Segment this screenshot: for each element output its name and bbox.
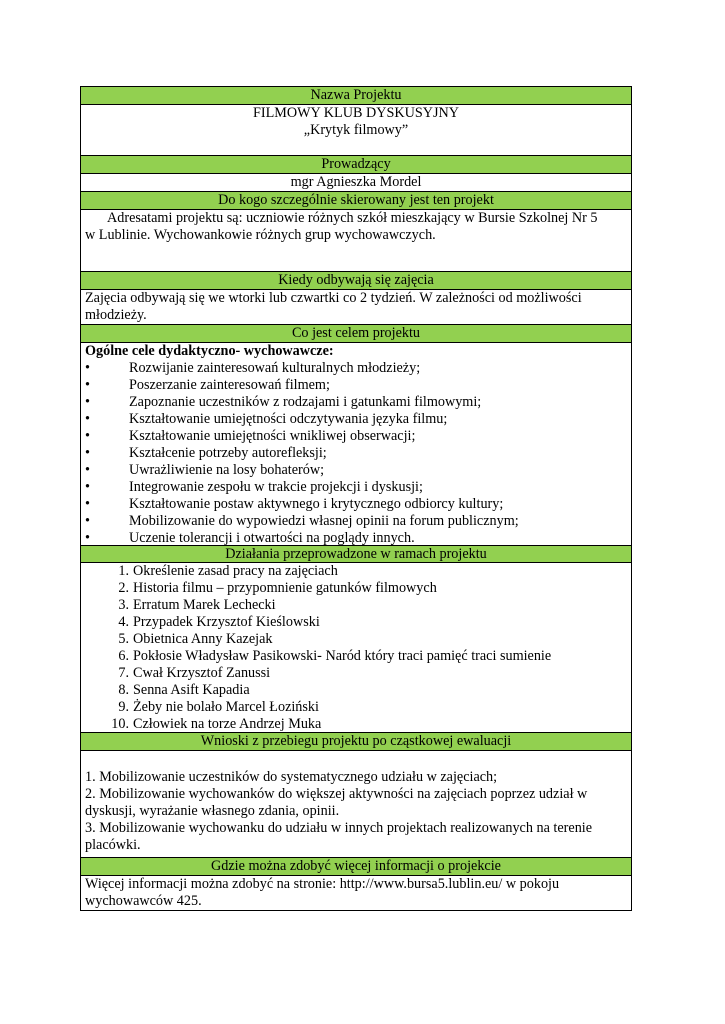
activity-text: Określenie zasad pracy na zajęciach xyxy=(133,563,338,579)
activity-number: 4. xyxy=(118,614,129,630)
activity-text: Przypadek Krzysztof Kieślowski xyxy=(133,614,320,630)
goal-item xyxy=(85,428,627,445)
activity-text: Pokłosie Władysław Pasikowski- Naród który traci pamięć traci sumienie xyxy=(133,648,552,664)
activity-number: 2. xyxy=(118,580,129,596)
activity-item xyxy=(107,631,631,648)
activity-number: 5. xyxy=(118,631,129,647)
activity-number: 1. xyxy=(118,563,129,579)
goal-text: Kształtowanie umiejętności odczytywania języka filmu; xyxy=(129,411,448,427)
bullet-marker: • xyxy=(85,428,90,444)
section-header-activities: Działania przeprowadzone w ramach projektu xyxy=(80,546,632,563)
bullet-marker: • xyxy=(85,496,90,512)
goal-text: Uczenie tolerancji i otwartości na poglądy innych. xyxy=(129,530,415,546)
activity-text: Człowiek na torze Andrzej Muka xyxy=(133,716,322,732)
goal-text: Kształtowanie umiejętności wnikliwej obserwacji; xyxy=(129,428,416,444)
goal-item xyxy=(85,462,627,479)
when-line1: Zajęcia odbywają się we wtorki lub czwartki co 2 tydzień. W zależności od możliwości xyxy=(85,290,582,306)
goal-item xyxy=(85,377,627,394)
activity-number: 8. xyxy=(118,682,129,698)
bullet-marker: • xyxy=(85,445,90,461)
goal-text: Mobilizowanie do wypowiedzi własnej opinii na forum publicznym; xyxy=(129,513,519,529)
section-header-goals: Co jest celem projektu xyxy=(80,325,632,343)
section-header-when: Kiedy odbywają się zajęcia xyxy=(80,272,632,290)
section-header-info: Gdzie można zdobyć więcej informacji o projekcie xyxy=(80,858,632,876)
project-title-line1: FILMOWY KLUB DYSKUSYJNY xyxy=(253,105,459,121)
goal-item xyxy=(85,513,627,530)
section-header-target: Do kogo szczególnie skierowany jest ten projekt xyxy=(80,192,632,210)
conclusion-line2: 2. Mobilizowanie wychowanków do większej aktywności na zajęciach poprzez udział w xyxy=(85,786,588,802)
activity-text: Erratum Marek Lechecki xyxy=(133,597,276,613)
goal-item xyxy=(85,411,627,428)
activities-list xyxy=(80,563,632,733)
when-line2: młodzieży. xyxy=(85,307,147,323)
goal-item xyxy=(85,394,627,411)
bullet-marker: • xyxy=(85,394,90,410)
goal-text: Kształcenie potrzeby autorefleksji; xyxy=(129,445,327,461)
goal-item xyxy=(85,360,627,377)
conclusion-line1: 1. Mobilizowanie uczestników do systematycznego udziału w zajęciach; xyxy=(85,769,498,785)
goal-text: Kształtowanie postaw aktywnego i krytycznego odbiorcy kultury; xyxy=(129,496,504,512)
target-text xyxy=(80,210,632,272)
conclusions-text xyxy=(80,751,632,858)
activity-number: 9. xyxy=(118,699,129,715)
lead-name: mgr Agnieszka Mordel xyxy=(80,174,632,192)
goal-item xyxy=(85,479,627,496)
project-table xyxy=(80,86,632,911)
section-header-name: Nazwa Projektu xyxy=(80,87,632,105)
project-title-line2: „Krytyk filmowy” xyxy=(303,122,409,138)
activity-text: Cwał Krzysztof Zanussi xyxy=(133,665,271,681)
target-line2: w Lublinie. Wychowankowie różnych grup wychowawczych. xyxy=(85,227,436,243)
bullet-marker: • xyxy=(85,513,90,529)
goal-text: Poszerzanie zainteresowań filmem; xyxy=(129,377,330,393)
activity-item xyxy=(107,648,631,665)
activity-number: 7. xyxy=(118,665,129,681)
activity-item xyxy=(107,597,631,614)
target-line1: Adresatami projektu są: uczniowie różnych szkół mieszkający w Bursie Szkolnej Nr 5 xyxy=(107,210,598,226)
goal-text: Zapoznanie uczestników z rodzajami i gatunkami filmowymi; xyxy=(129,394,482,410)
goal-item xyxy=(85,445,627,462)
activity-item xyxy=(107,580,631,597)
activity-item xyxy=(107,716,631,733)
activity-number: 10. xyxy=(111,716,129,732)
activity-item xyxy=(107,699,631,716)
info-line1: Więcej informacji można zdobyć na stronie: http://www.bursa5.lublin.eu/ w pokoju xyxy=(85,876,560,892)
bullet-marker: • xyxy=(85,530,90,546)
section-header-conclusions: Wnioski z przebiegu projektu po cząstkowej ewaluacji xyxy=(80,733,632,751)
activity-text: Historia filmu – przypomnienie gatunków filmowych xyxy=(133,580,437,596)
conclusion-line5: placówki. xyxy=(85,837,141,853)
goal-text: Uwrażliwienie na losy bohaterów; xyxy=(129,462,325,478)
bullet-marker: • xyxy=(85,462,90,478)
activity-item xyxy=(107,563,631,580)
activity-text: Obietnica Anny Kazejak xyxy=(133,631,273,647)
section-header-lead: Prowadzący xyxy=(80,156,632,174)
goal-text: Rozwijanie zainteresowań kulturalnych młodzieży; xyxy=(129,360,421,376)
activity-number: 6. xyxy=(118,648,129,664)
conclusion-line4: 3. Mobilizowanie wychowanku do udziału w innych projektach realizowanych na terenie xyxy=(85,820,593,836)
info-text xyxy=(80,876,632,911)
activity-item xyxy=(107,682,631,699)
goals-subtitle: Ogólne cele dydaktyczno- wychowawcze: xyxy=(85,343,334,359)
goal-item xyxy=(85,496,627,513)
bullet-marker: • xyxy=(85,479,90,495)
goals-list xyxy=(80,343,632,546)
activity-text: Senna Asift Kapadia xyxy=(133,682,250,698)
conclusion-line3: dyskusji, wyrażanie własnego zdania, opinii. xyxy=(85,803,340,819)
when-text xyxy=(80,290,632,325)
activity-number: 3. xyxy=(118,597,129,613)
activity-item xyxy=(107,665,631,682)
bullet-marker: • xyxy=(85,360,90,376)
bullet-marker: • xyxy=(85,377,90,393)
project-name-cell xyxy=(80,105,632,156)
info-line2: wychowawców 425. xyxy=(85,893,202,909)
activity-item xyxy=(107,614,631,631)
activity-text: Żeby nie bolało Marcel Łoziński xyxy=(133,699,319,715)
bullet-marker: • xyxy=(85,411,90,427)
goal-text: Integrowanie zespołu w trakcie projekcji i dyskusji; xyxy=(129,479,423,495)
goal-item xyxy=(85,530,627,547)
